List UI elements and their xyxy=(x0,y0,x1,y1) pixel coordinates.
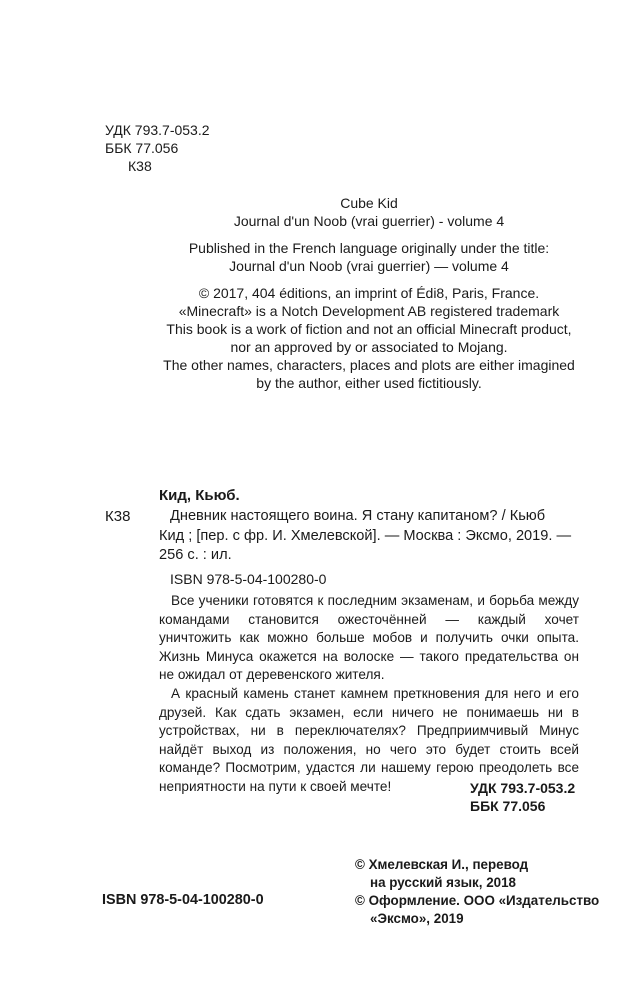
copyright-line-4: «Эксмо», 2019 xyxy=(370,911,464,926)
rights-line-1: © 2017, 404 éditions, an imprint of Édi8, Paris, France. xyxy=(198,285,540,301)
isbn-bottom: ISBN 978-5-04-100280-0 xyxy=(102,892,264,908)
rights-line-2: «Minecraft» is a Notch Development AB registered trademark xyxy=(178,303,560,319)
udk-code: УДК 793.7-053.2 xyxy=(105,122,210,138)
annotation-paragraph-2: А красный камень станет камнем преткновения для него и его друзей. Как сдать экзамен, если ничего не понимаешь ни в устройствах, ни в переключателях? Предприимчивый Минус найдёт выход из положения, но чего это будет стоить всей команде? Посмотрим, удастся ли нашему герою преодолеть все неприятности на пути к своей мечте! xyxy=(159,685,579,794)
rights-line-3: This book is a work of fiction and not an official Minecraft product, xyxy=(166,321,572,337)
catalog-desc-2: Кид ; [пер. с фр. И. Хмелевской]. — Москва : Эксмо, 2019. — xyxy=(159,528,572,544)
footer-udk: УДК 793.7-053.2 xyxy=(470,780,576,796)
author-mark: К38 xyxy=(128,158,152,174)
catalog-desc-3: 256 с. : ил. xyxy=(159,547,232,563)
copyright-line-2: на русский язык, 2018 xyxy=(370,875,516,890)
rights-line-6: by the author, either used fictitiously. xyxy=(256,375,482,391)
published-note: Published in the French language originally under the title: xyxy=(188,240,550,256)
annotation xyxy=(159,592,579,797)
original-title-2: Journal d'un Noob (vrai guerrier) — volume 4 xyxy=(229,258,509,274)
catalog-desc-1: Дневник настоящего воина. Я стану капитаном? / Кьюб xyxy=(170,508,546,524)
copyright-line-3: © Оформление. ООО «Издательство xyxy=(355,893,600,908)
catalog-mark: К38 xyxy=(105,508,131,525)
bbk-code: ББК 77.056 xyxy=(105,140,179,156)
annotation-paragraph-1: Все ученики готовятся к последним экзаменам, и борьба между командами становится ожесточённей — каждый хочет уничтожить как можно больше мобов и получить очки опыта. Жизнь Минуса окажется на волоске — такого предательства он не ожидал от деревенского жителя. xyxy=(159,593,579,683)
rights-line-5: The other names, characters, places and plots are either imagined xyxy=(163,357,575,373)
catalog-heading: Кид, Кьюб. xyxy=(159,487,240,504)
catalog-isbn: ISBN 978-5-04-100280-0 xyxy=(170,571,327,587)
original-author: Cube Kid xyxy=(340,195,398,211)
copyright-line-1: © Хмелевская И., перевод xyxy=(355,857,529,872)
footer-bbk: ББК 77.056 xyxy=(470,798,546,814)
original-title: Journal d'un Noob (vrai guerrier) - volume 4 xyxy=(233,213,505,229)
rights-line-4: nor an approved by or associated to Mojang. xyxy=(230,339,508,355)
